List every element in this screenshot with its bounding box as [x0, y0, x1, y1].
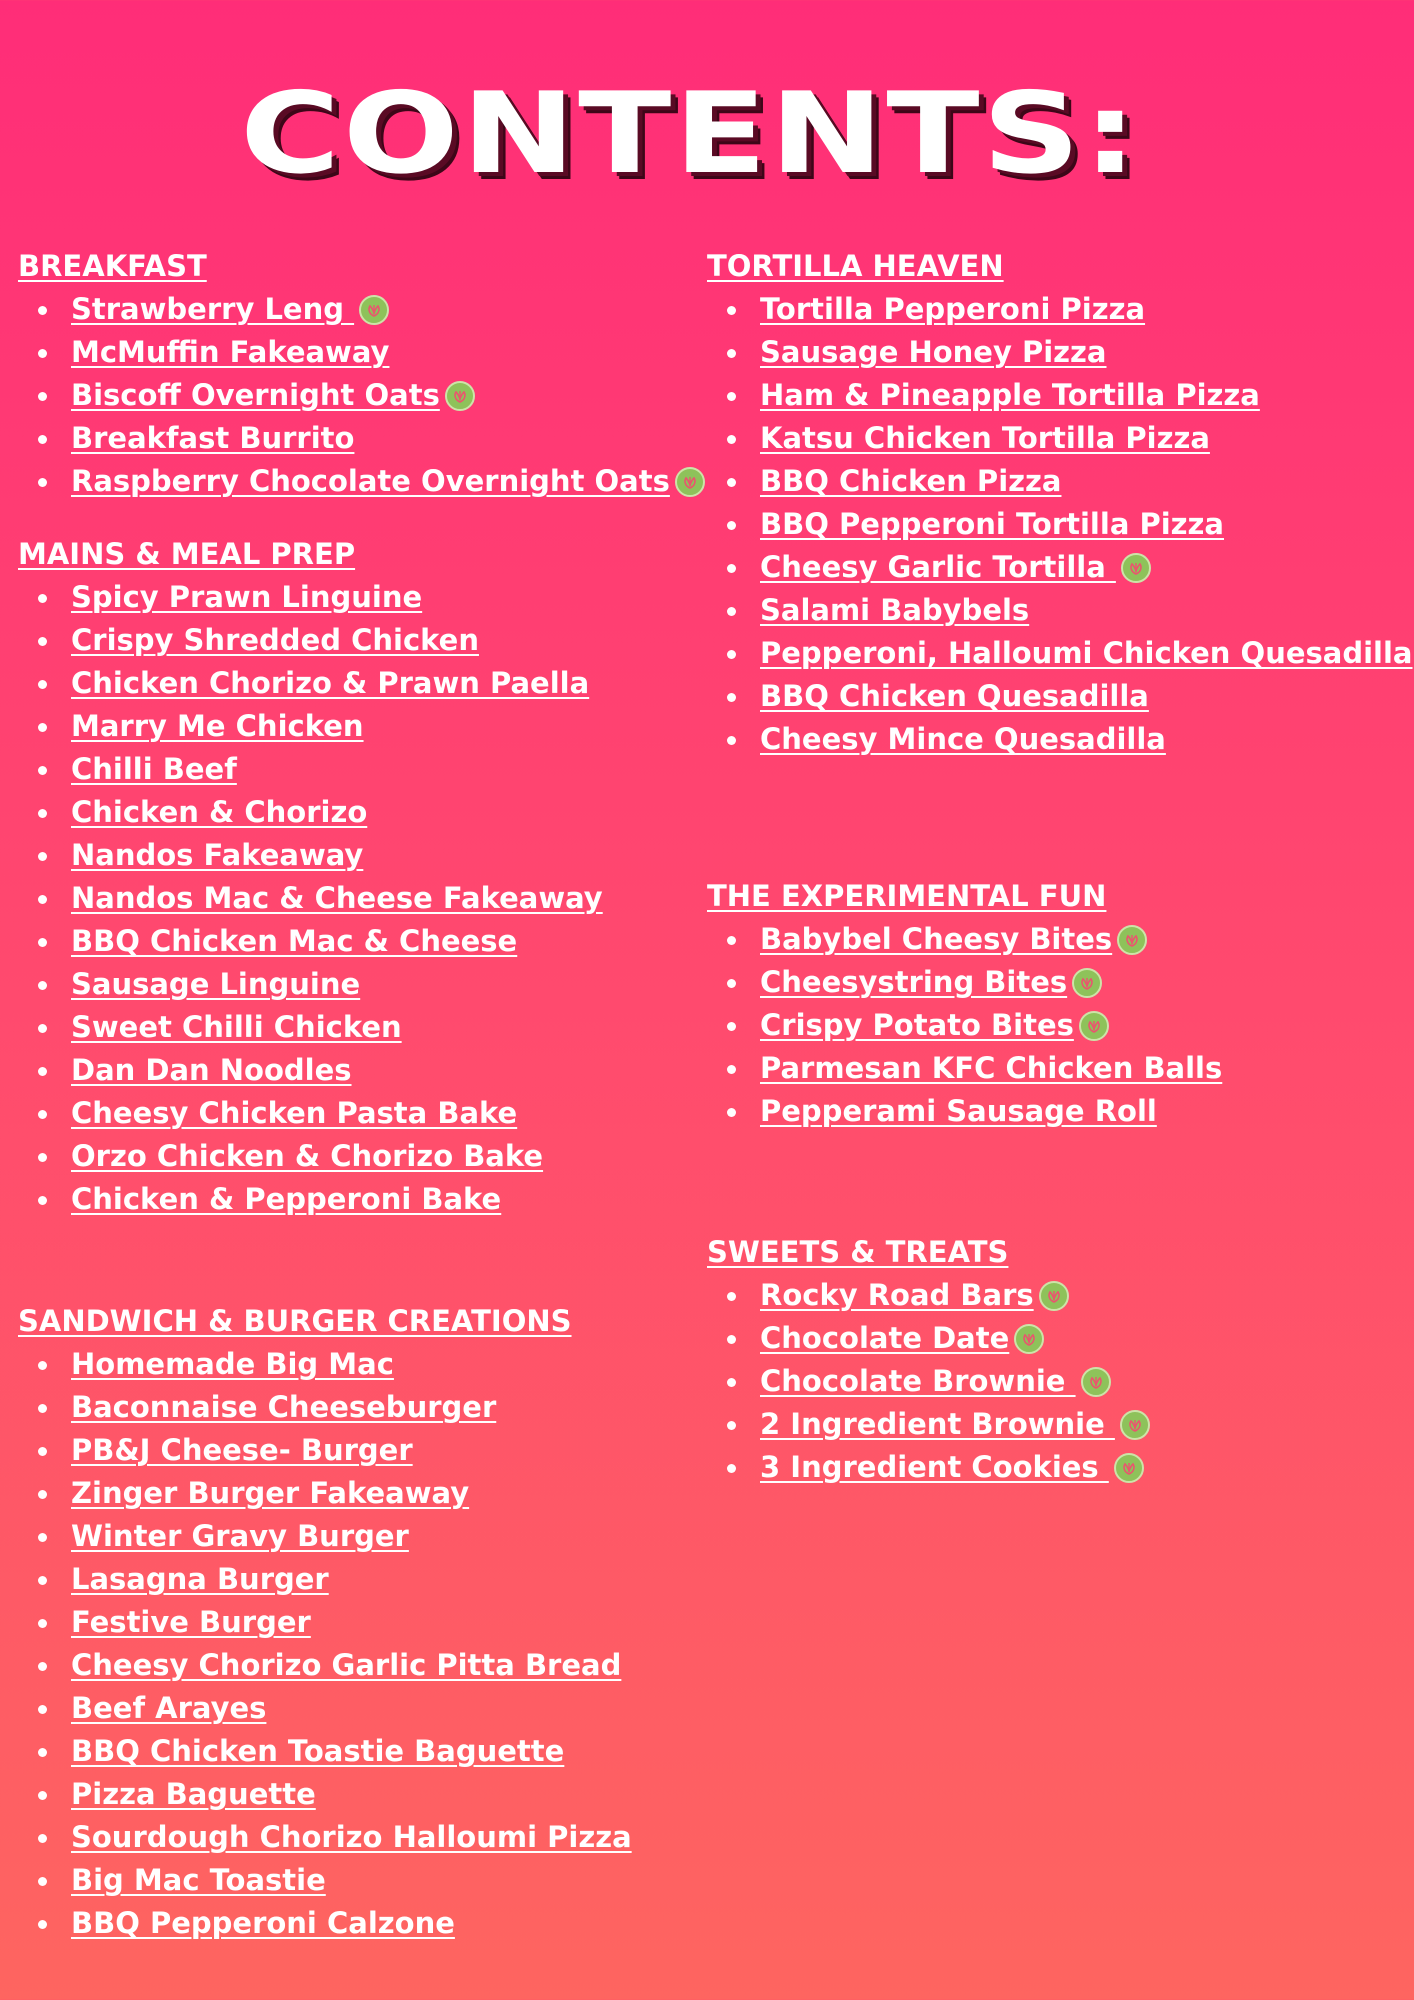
recipe-link[interactable]: Rocky Road Bars — [760, 1278, 1034, 1312]
recipe-list-item — [18, 1902, 698, 1945]
recipe-link[interactable]: 2 Ingredient Brownie — [760, 1407, 1115, 1441]
section-mains-meal-prep — [18, 532, 698, 1221]
recipe-link[interactable]: Chicken Chorizo & Prawn Paella — [71, 666, 590, 700]
vegetarian-leaf-icon — [1039, 1281, 1069, 1311]
recipe-link[interactable]: BBQ Chicken Mac & Cheese — [71, 924, 518, 958]
page-title: CONTENTS: — [240, 69, 1140, 199]
recipe-link[interactable]: Chicken & Chorizo — [71, 795, 368, 829]
left-column — [18, 244, 698, 1945]
recipe-link[interactable]: Orzo Chicken & Chorizo Bake — [71, 1139, 544, 1173]
recipe-link[interactable]: PB&J Cheese- Burger — [71, 1433, 413, 1467]
recipe-list-item — [707, 417, 1387, 460]
recipe-list-item — [707, 1446, 1387, 1489]
recipe-link[interactable]: Sourdough Chorizo Halloumi Pizza — [71, 1820, 632, 1854]
recipe-list-item — [18, 1773, 698, 1816]
recipe-list — [18, 576, 698, 1221]
recipe-link[interactable]: BBQ Chicken Quesadilla — [760, 679, 1149, 713]
recipe-link[interactable]: Pepperami Sausage Roll — [760, 1094, 1157, 1128]
recipe-list-item — [707, 961, 1387, 1004]
section-sandwich-burger — [18, 1299, 698, 1945]
recipe-list-item — [18, 834, 698, 877]
vegetarian-leaf-icon — [1121, 553, 1151, 583]
recipe-list-item — [18, 1049, 698, 1092]
recipe-link[interactable]: Pizza Baguette — [71, 1777, 316, 1811]
vegetarian-leaf-icon — [1014, 1324, 1044, 1354]
recipe-link[interactable]: Spicy Prawn Linguine — [71, 580, 423, 614]
section-tortilla-heaven — [707, 244, 1413, 761]
recipe-link[interactable]: Zinger Burger Fakeaway — [71, 1476, 470, 1510]
recipe-list-item — [18, 1816, 698, 1859]
recipe-list-item — [707, 589, 1387, 632]
recipe-link[interactable]: McMuffin Fakeaway — [71, 335, 390, 369]
recipe-link[interactable]: Biscoff Overnight Oats — [71, 378, 440, 412]
recipe-link[interactable]: Cheesy Mince Quesadilla — [760, 722, 1166, 756]
recipe-list-item — [707, 1317, 1387, 1360]
recipe-link[interactable]: Nandos Mac & Cheese Fakeaway — [71, 881, 603, 915]
vegetarian-leaf-icon — [1081, 1367, 1111, 1397]
section-heading: SWEETS & TREATS — [707, 1235, 1009, 1269]
recipe-link[interactable]: Baconnaise Cheeseburger — [71, 1390, 497, 1424]
vegetarian-leaf-icon — [1072, 968, 1102, 998]
recipe-link[interactable]: Ham & Pineapple Tortilla Pizza — [760, 378, 1260, 412]
recipe-link[interactable]: Lasagna Burger — [71, 1562, 329, 1596]
recipe-link[interactable]: Strawberry Leng — [71, 292, 355, 326]
recipe-list — [707, 288, 1413, 761]
vegetarian-leaf-icon — [1120, 1410, 1150, 1440]
recipe-list-item — [707, 460, 1387, 503]
recipe-list-item — [18, 662, 698, 705]
recipe-list-item — [18, 1092, 698, 1135]
recipe-list-item — [18, 1135, 698, 1178]
recipe-link[interactable]: Babybel Cheesy Bites — [760, 922, 1113, 956]
recipe-list-item — [707, 1403, 1387, 1446]
right-column — [707, 244, 1413, 1489]
recipe-list-item — [18, 877, 698, 920]
recipe-list-item — [18, 1558, 698, 1601]
recipe-list-item — [18, 748, 698, 791]
recipe-link[interactable]: Chocolate Date — [760, 1321, 1010, 1355]
recipe-link[interactable]: Festive Burger — [71, 1605, 311, 1639]
recipe-list-item — [707, 503, 1387, 546]
recipe-list-item — [707, 675, 1387, 718]
recipe-list-item — [707, 1090, 1387, 1133]
recipe-list — [18, 1343, 698, 1945]
recipe-link[interactable]: Cheesy Garlic Tortilla — [760, 550, 1116, 584]
recipe-link[interactable]: Marry Me Chicken — [71, 709, 364, 743]
recipe-link[interactable]: Sausage Honey Pizza — [760, 335, 1107, 369]
recipe-list-item — [18, 963, 698, 1006]
vegetarian-leaf-icon — [359, 295, 389, 325]
recipe-list-item — [18, 1859, 698, 1902]
recipe-list-item — [18, 1644, 698, 1687]
recipe-link[interactable]: BBQ Pepperoni Calzone — [71, 1906, 455, 1940]
vegetarian-leaf-icon — [1114, 1453, 1144, 1483]
section-heading: MAINS & MEAL PREP — [18, 537, 356, 571]
recipe-link[interactable]: Parmesan KFC Chicken Balls — [760, 1051, 1223, 1085]
recipe-list-item — [18, 1472, 698, 1515]
recipe-list-item — [18, 1343, 698, 1386]
recipe-list-item — [18, 1515, 698, 1558]
recipe-link[interactable]: Breakfast Burrito — [71, 421, 355, 455]
recipe-link[interactable]: Tortilla Pepperoni Pizza — [760, 292, 1146, 326]
recipe-list-item — [707, 1360, 1387, 1403]
recipe-list-item — [18, 1386, 698, 1429]
recipe-list-item — [18, 1429, 698, 1472]
vegetarian-leaf-icon — [1079, 1011, 1109, 1041]
section-breakfast — [18, 244, 698, 503]
recipe-list-item — [707, 918, 1387, 961]
section-heading: TORTILLA HEAVEN — [707, 249, 1004, 283]
recipe-list-item — [707, 374, 1387, 417]
recipe-link[interactable]: Big Mac Toastie — [71, 1863, 326, 1897]
recipe-link[interactable]: Chocolate Brownie — [760, 1364, 1076, 1398]
recipe-link[interactable]: Winter Gravy Burger — [71, 1519, 409, 1553]
vegetarian-leaf-icon — [445, 381, 475, 411]
recipe-link[interactable]: BBQ Chicken Toastie Baguette — [71, 1734, 565, 1768]
section-heading: SANDWICH & BURGER CREATIONS — [18, 1304, 572, 1338]
recipe-list-item — [707, 331, 1387, 374]
recipe-list-item — [18, 1006, 698, 1049]
recipe-link[interactable]: BBQ Pepperoni Tortilla Pizza — [760, 507, 1224, 541]
recipe-link[interactable]: Cheesy Chicken Pasta Bake — [71, 1096, 518, 1130]
recipe-list-item — [707, 718, 1387, 761]
recipe-list-item — [18, 619, 698, 662]
recipe-list-item — [18, 374, 698, 417]
vegetarian-leaf-icon — [1117, 925, 1147, 955]
recipe-list-item — [707, 288, 1387, 331]
section-heading: BREAKFAST — [18, 249, 207, 283]
recipe-link[interactable]: Sweet Chilli Chicken — [71, 1010, 402, 1044]
recipe-link[interactable]: Salami Babybels — [760, 593, 1030, 627]
recipe-list-item — [18, 1730, 698, 1773]
recipe-link[interactable]: Dan Dan Noodles — [71, 1053, 352, 1087]
recipe-link[interactable]: BBQ Chicken Pizza — [760, 464, 1062, 498]
recipe-link[interactable]: Homemade Big Mac — [71, 1347, 394, 1381]
recipe-list-item — [18, 288, 698, 331]
recipe-link[interactable]: Sausage Linguine — [71, 967, 361, 1001]
recipe-link[interactable]: Beef Arayes — [71, 1691, 267, 1725]
recipe-link[interactable]: Raspberry Chocolate Overnight Oats — [71, 464, 670, 498]
recipe-list-item — [707, 1047, 1387, 1090]
recipe-link[interactable]: Chicken & Pepperoni Bake — [71, 1182, 502, 1216]
recipe-list-item — [18, 920, 698, 963]
recipe-list-item — [18, 417, 698, 460]
recipe-link[interactable]: Nandos Fakeaway — [71, 838, 364, 872]
recipe-list-item — [18, 1687, 698, 1730]
recipe-link[interactable]: Crispy Shredded Chicken — [71, 623, 479, 657]
recipe-list — [707, 1274, 1387, 1489]
recipe-list — [18, 288, 698, 503]
recipe-list-item — [707, 1004, 1387, 1047]
recipe-link[interactable]: 3 Ingredient Cookies — [760, 1450, 1109, 1484]
vegetarian-leaf-icon — [675, 467, 705, 497]
recipe-list-item — [18, 1178, 698, 1221]
section-sweets-treats — [707, 1230, 1387, 1489]
recipe-list-item — [18, 1601, 698, 1644]
recipe-link[interactable]: Chilli Beef — [71, 752, 237, 786]
recipe-link[interactable]: Pepperoni, Halloumi Chicken Quesadilla — [760, 636, 1413, 670]
recipe-list-item — [18, 331, 698, 374]
recipe-link[interactable]: Cheesy Chorizo Garlic Pitta Bread — [71, 1648, 622, 1682]
recipe-link[interactable]: Katsu Chicken Tortilla Pizza — [760, 421, 1210, 455]
recipe-list-item — [18, 791, 698, 834]
recipe-link[interactable]: Crispy Potato Bites — [760, 1008, 1074, 1042]
recipe-list-item — [707, 632, 1413, 675]
recipe-list — [707, 918, 1387, 1133]
recipe-list-item — [18, 460, 698, 503]
recipe-list-item — [707, 1274, 1387, 1317]
section-heading: THE EXPERIMENTAL FUN — [707, 879, 1107, 913]
recipe-list-item — [18, 576, 698, 619]
recipe-list-item — [707, 546, 1387, 589]
section-experimental-fun — [707, 874, 1387, 1133]
recipe-list-item — [18, 705, 698, 748]
recipe-link[interactable]: Cheesystring Bites — [760, 965, 1068, 999]
